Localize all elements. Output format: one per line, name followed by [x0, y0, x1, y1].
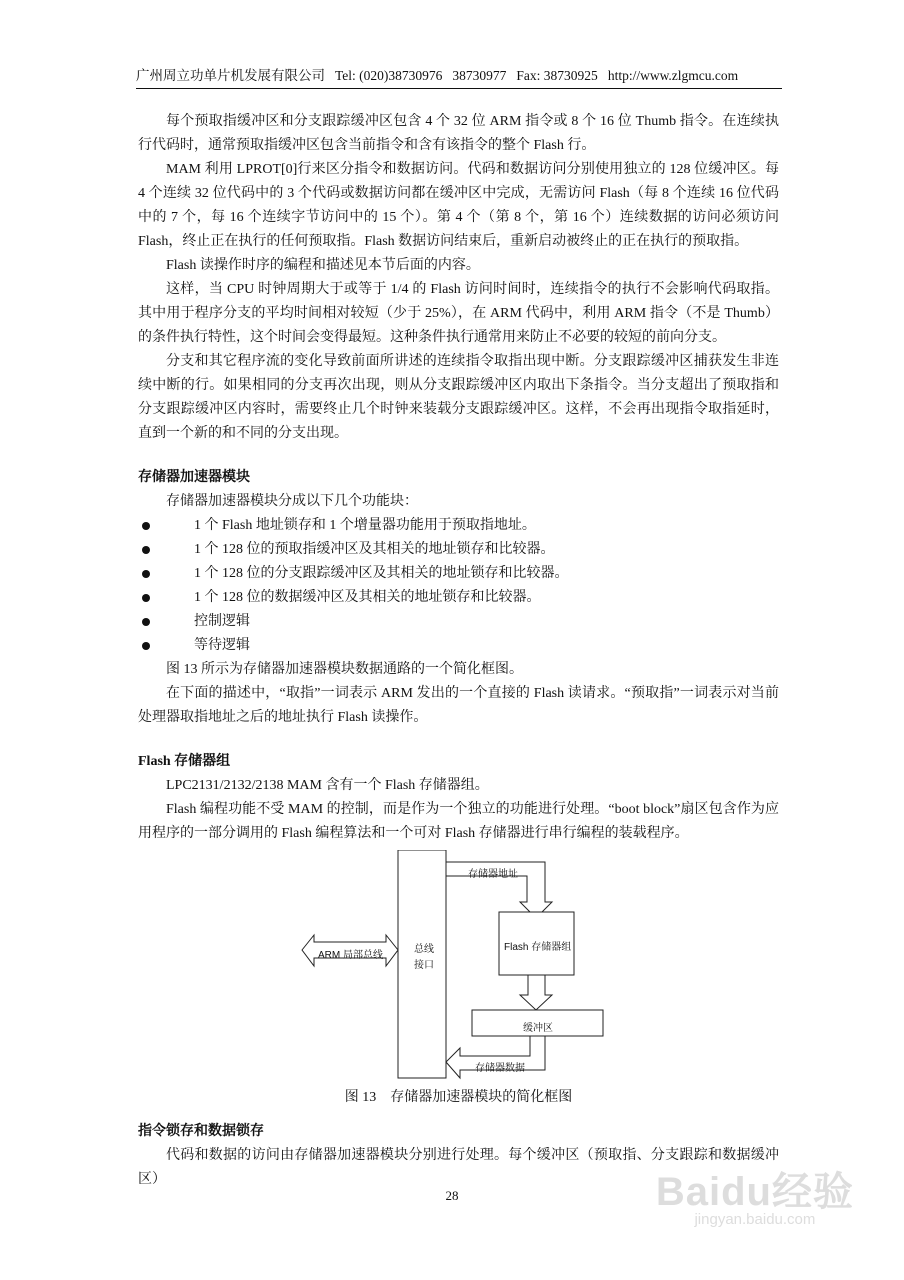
paragraph: Flash 读操作时序的编程和描述见本节后面的内容。 — [166, 258, 480, 273]
page-header — [136, 64, 782, 89]
list-item: 1 个 128 位的数据缓冲区及其相关的地址锁存和比较器。 — [138, 586, 779, 610]
paragraph: 每个预取指缓冲区和分支跟踪缓冲区包含 4 个 32 位 ARM 指令或 8 个 16 位 Thumb 指令。在连续执行代码时，通常预取指缓冲区包含当前指令和含有该指令的整个 Flash 行。 — [138, 114, 779, 153]
baidu-watermark — [656, 1160, 854, 1228]
fax: Fax: 38730925 — [516, 68, 598, 83]
url: http://www.zlgmcu.com — [607, 68, 739, 83]
bus-if-label-1: 总线 — [414, 944, 434, 955]
paragraph: 存储器加速器模块分成以下几个功能块： — [166, 494, 418, 509]
paragraph: 图 13 所示为存储器加速器模块数据通路的一个简化框图。 — [166, 662, 523, 677]
flash-to-buffer-arrow — [520, 975, 552, 1010]
paragraph: 在下面的描述中，“取指”一词表示 ARM 发出的一个直接的 Flash 读请求。“预取指”一词表示对当前处理器取指地址之后的地址执行 Flash 读操作。 — [138, 686, 779, 725]
paragraph: 代码和数据的访问由存储器加速器模块分别进行处理。每个缓冲区（预取指、分支跟踪和数据缓冲区） — [138, 1148, 779, 1187]
watermark-logo: Baidu经验 — [655, 1170, 854, 1214]
list-item: 1 个 128 位的预取指缓冲区及其相关的地址锁存和比较器。 — [138, 538, 779, 562]
page-number: 28 — [445, 1188, 459, 1203]
figure-caption: 图 13 存储器加速器模块的简化框图 — [344, 1090, 573, 1105]
bullet-list — [138, 514, 779, 658]
tel2: 38730977 — [452, 68, 507, 83]
list-item: 等待逻辑 — [138, 634, 779, 658]
list-item: 控制逻辑 — [138, 610, 779, 634]
mem-addr-label: 存储器地址 — [468, 869, 518, 880]
arm-bus-label: ARM 局部总线 — [318, 950, 383, 961]
bus-if-label-2: 接口 — [414, 960, 434, 971]
figure-13-diagram — [138, 850, 779, 1120]
document-body — [138, 110, 779, 1192]
mem-data-label: 存储器数据 — [475, 1063, 525, 1074]
list-item: 1 个 128 位的分支跟踪缓冲区及其相关的地址锁存和比较器。 — [138, 562, 779, 586]
paragraph: MAM 利用 LPROT[0]行来区分指令和数据访问。代码和数据访问分别使用独立的 128 位缓冲区。每 4 个连续 32 位代码中的 3 个代码或数据访问都在缓冲区中完成，无需访问 Flash（每 8 个连续 16 位代码中的 7 个，每 16 个连续字节访问中的 15 个）。第 4 个（第 8 个，第 16 个）连续数据的访问必须访问 Flash，终止正在执行的任何预取指。Flash 数据访问结束后，重新启动被终止的正在执行的预取指。 — [138, 162, 779, 249]
paragraph: 这样，当 CPU 时钟周期大于或等于 1/4 的 Flash 访问时间时，连续指令的执行不会影响代码取指。其中用于程序分支的平均时间相对较短（少于 25%），在 ARM 代码中，利用 ARM 指令（不是 Thumb）的条件执行特性，这个时间会变得最短。这种条件执行通常用来防止不必要的较短的前向分支。 — [138, 282, 779, 345]
tel: Tel: (020)38730976 — [335, 68, 443, 83]
section-heading: Flash 存储器组 — [138, 754, 231, 769]
company-name: 广州周立功单片机发展有限公司 — [136, 68, 325, 83]
flash-bank-label: Flash 存储器组 — [504, 942, 572, 953]
section-heading: 存储器加速器模块 — [138, 470, 250, 485]
buffer-label: 缓冲区 — [523, 1023, 553, 1034]
paragraph: LPC2131/2132/2138 MAM 含有一个 Flash 存储器组。 — [166, 778, 489, 793]
section-heading: 指令锁存和数据锁存 — [138, 1124, 264, 1139]
watermark-url: jingyan.baidu.com — [694, 1211, 816, 1228]
paragraph: 分支和其它程序流的变化导致前面所讲述的连续指令取指出现中断。分支跟踪缓冲区捕获发生非连续中断的行。如果相同的分支再次出现，则从分支跟踪缓冲区内取出下条指令。当分支超出了预取指和分支跟踪缓冲区内容时，需要终止几个时钟来装载分支跟踪缓冲区。这样，不会再出现指令取指延时，直到一个新的和不同的分支出现。 — [138, 354, 779, 441]
paragraph: Flash 编程功能不受 MAM 的控制，而是作为一个独立的功能进行处理。“boot block”扇区包含作为应用程序的一部分调用的 Flash 编程算法和一个可对 Flash 存储器进行串行编程的装载程序。 — [138, 802, 779, 841]
list-item: 1 个 Flash 地址锁存和 1 个增量器功能用于预取指地址。 — [138, 514, 779, 538]
